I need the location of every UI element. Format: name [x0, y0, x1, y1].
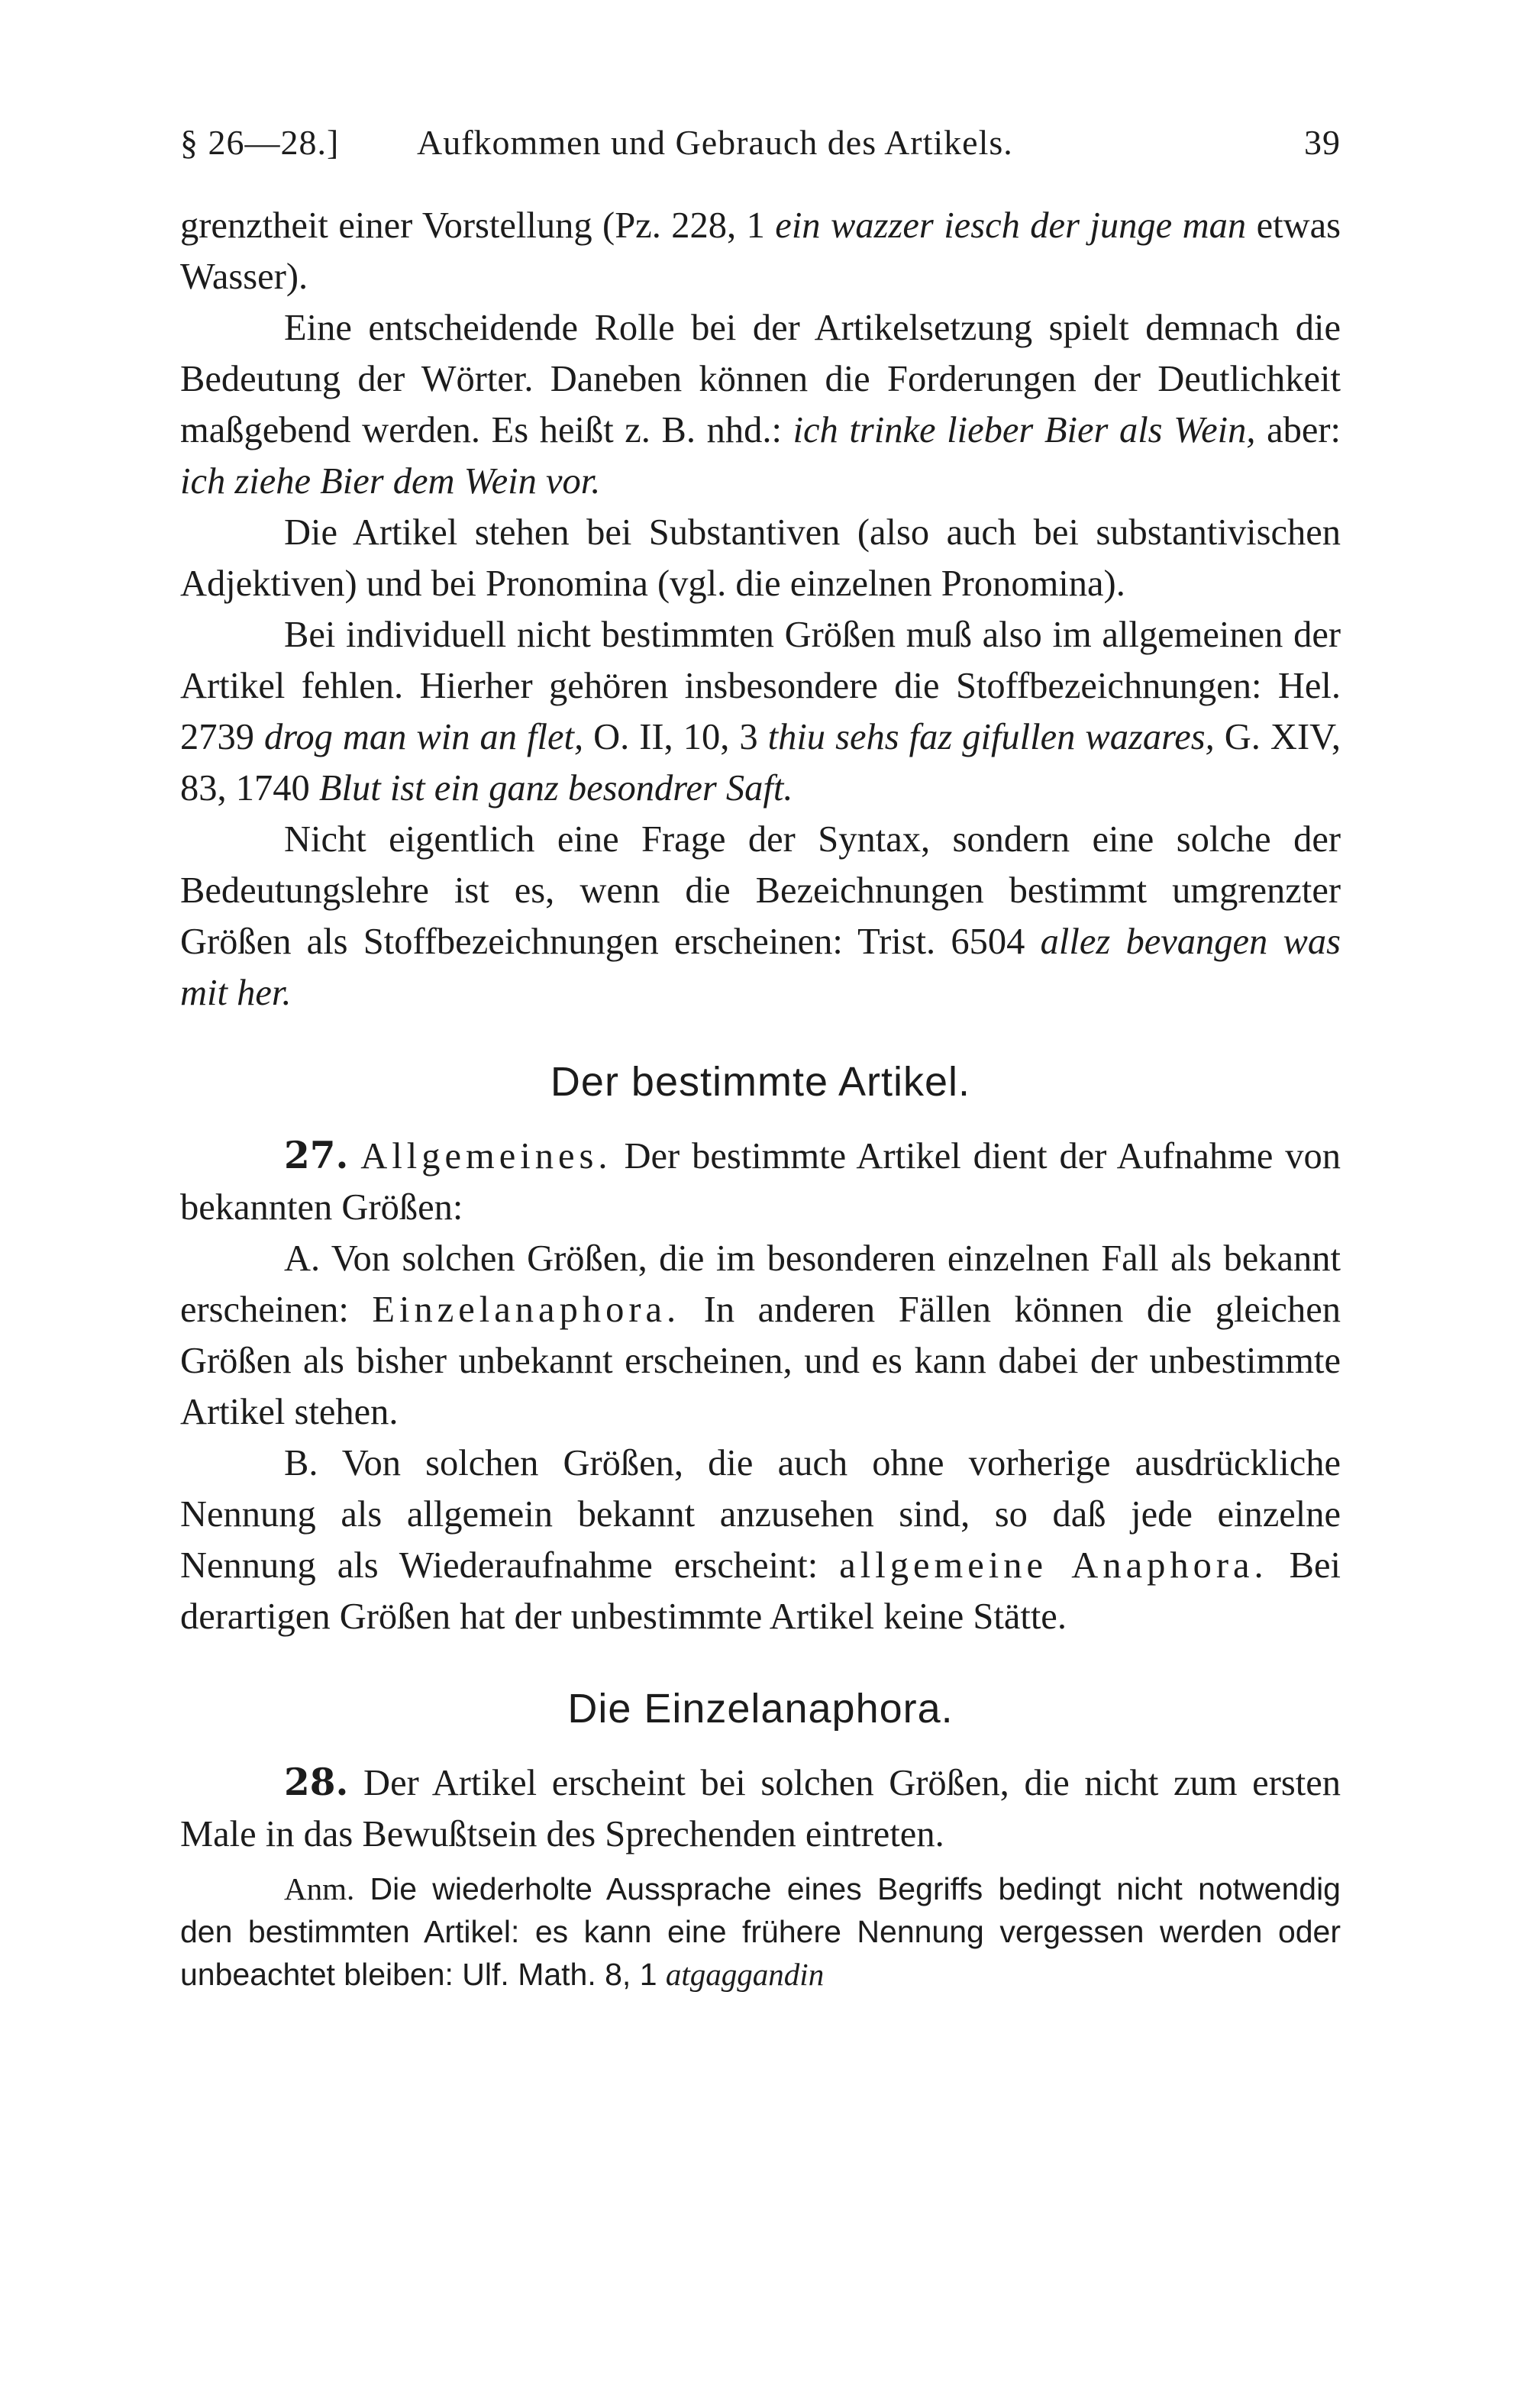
- text-run: Bei individuell nicht bestimmten Größen muß also im allgemeinen der Artikel fehlen. Hierher gehören insbesondere die Stoffbezeichnungen: Hel. 2739: [180, 615, 1341, 757]
- text-run: G. XIV, 83, 1740: [180, 717, 1341, 809]
- heading-definite-article: Der bestimmte Artikel.: [550, 1059, 971, 1105]
- section-28: [180, 1757, 1341, 1860]
- running-header: [180, 122, 1341, 176]
- paragraph-semantics: [180, 814, 1341, 1018]
- footnote-remark: [180, 1867, 1341, 1996]
- section-number: 28.: [284, 1761, 349, 1804]
- paragraph-a: [180, 1233, 1341, 1438]
- page-number: 39: [1304, 123, 1341, 162]
- running-title: Aufkommen und Gebrauch des Artikels.: [417, 123, 1013, 162]
- page-body: [180, 200, 1341, 1996]
- citation-italic: atgaggandin: [665, 1957, 825, 1992]
- citation-italic: allez bevangen was mit her.: [180, 922, 1341, 1013]
- text-run: aber:: [1255, 410, 1341, 450]
- section-title-spaced: Allgemeines.: [360, 1136, 612, 1177]
- example-italic: ich ziehe Bier dem Wein vor.: [180, 461, 601, 502]
- paragraph-substantives: Die Artikel stehen bei Substantiven (also auch bei substantivischen Adjektiven) und bei Pronomina (vgl. die einzelnen Pronomina).: [180, 512, 1341, 604]
- citation-italic: Blut ist ein ganz besondrer Saft.: [318, 768, 793, 809]
- text-run: Die wiederholte Aussprache eines Begriffs bedingt nicht notwendig den bestimmten Artikel: es kann eine frühere Nennung vergessen werden oder unbeachtet bleiben: Ulf. Math. 8, 1: [180, 1871, 1341, 1992]
- text-run: Eine entscheidende Rolle bei der Artikelsetzung spielt demnach die Bedeutung der Wörter. Daneben können die Forderungen der Deutlichkeit maßgebend werden. Es heißt z. B. nhd.:: [180, 308, 1341, 450]
- paragraph-b: [180, 1438, 1341, 1642]
- text-run: A. Von solchen Größen, die im besonderen einzelnen Fall als bekannt erscheinen:: [180, 1238, 1341, 1330]
- text-run: Der Artikel erscheint bei solchen Größen, die nicht zum ersten Male in das Bewußtsein des Sprechenden eintreten.: [180, 1763, 1341, 1854]
- citation-italic: ein wazzer iesch der junge man: [775, 205, 1247, 246]
- term-spaced: allgemeine Anaphora.: [839, 1545, 1268, 1586]
- term-spaced: Einzelanaphora.: [372, 1290, 681, 1330]
- text-run: Nicht eigentlich eine Frage der Syntax, sondern eine solche der Bedeutungslehre ist es, wenn die Bezeichnungen bestimmt umgrenzter Größen als Stoffbezeichnungen erscheinen: Trist. 6504: [180, 819, 1341, 962]
- text-run: grenztheit einer Vorstellung (Pz. 228, 1: [180, 205, 776, 246]
- section-range: § 26—28.]: [180, 123, 340, 162]
- paragraph-individual-sizes: [180, 609, 1341, 814]
- citation-italic: drog man win an flet,: [264, 717, 584, 757]
- section-27: [180, 1130, 1341, 1233]
- text-run: Der bestimmte Artikel dient der Aufnahme von bekannten Größen:: [180, 1136, 1341, 1228]
- example-italic: ich trinke lieber Bier als Wein,: [793, 410, 1256, 450]
- section-number: 27.: [284, 1134, 349, 1177]
- note-label: Anm.: [284, 1871, 355, 1906]
- text-run: In anderen Fällen können die gleichen Größen als bisher unbekannt erscheinen, und es kann dabei der unbestimmte Artikel stehen.: [180, 1290, 1341, 1432]
- text-run: Bei derartigen Größen hat der unbestimmte Artikel keine Stätte.: [180, 1545, 1341, 1637]
- citation-italic: thiu sehs faz gifullen wazares,: [767, 717, 1215, 757]
- text-run: B. Von solchen Größen, die auch ohne vorherige ausdrückliche Nennung als allgemein bekannt anzusehen sind, so daß jede einzelne Nennung als Wiederaufnahme erscheint:: [180, 1443, 1341, 1586]
- paragraph-continuation: [180, 200, 1341, 302]
- text-run: O. II, 10, 3: [583, 717, 768, 757]
- heading-single-anaphora: Die Einzelanaphora.: [567, 1686, 954, 1732]
- paragraph-word-meaning: [180, 302, 1341, 507]
- text-run: etwas Wasser).: [180, 205, 1341, 297]
